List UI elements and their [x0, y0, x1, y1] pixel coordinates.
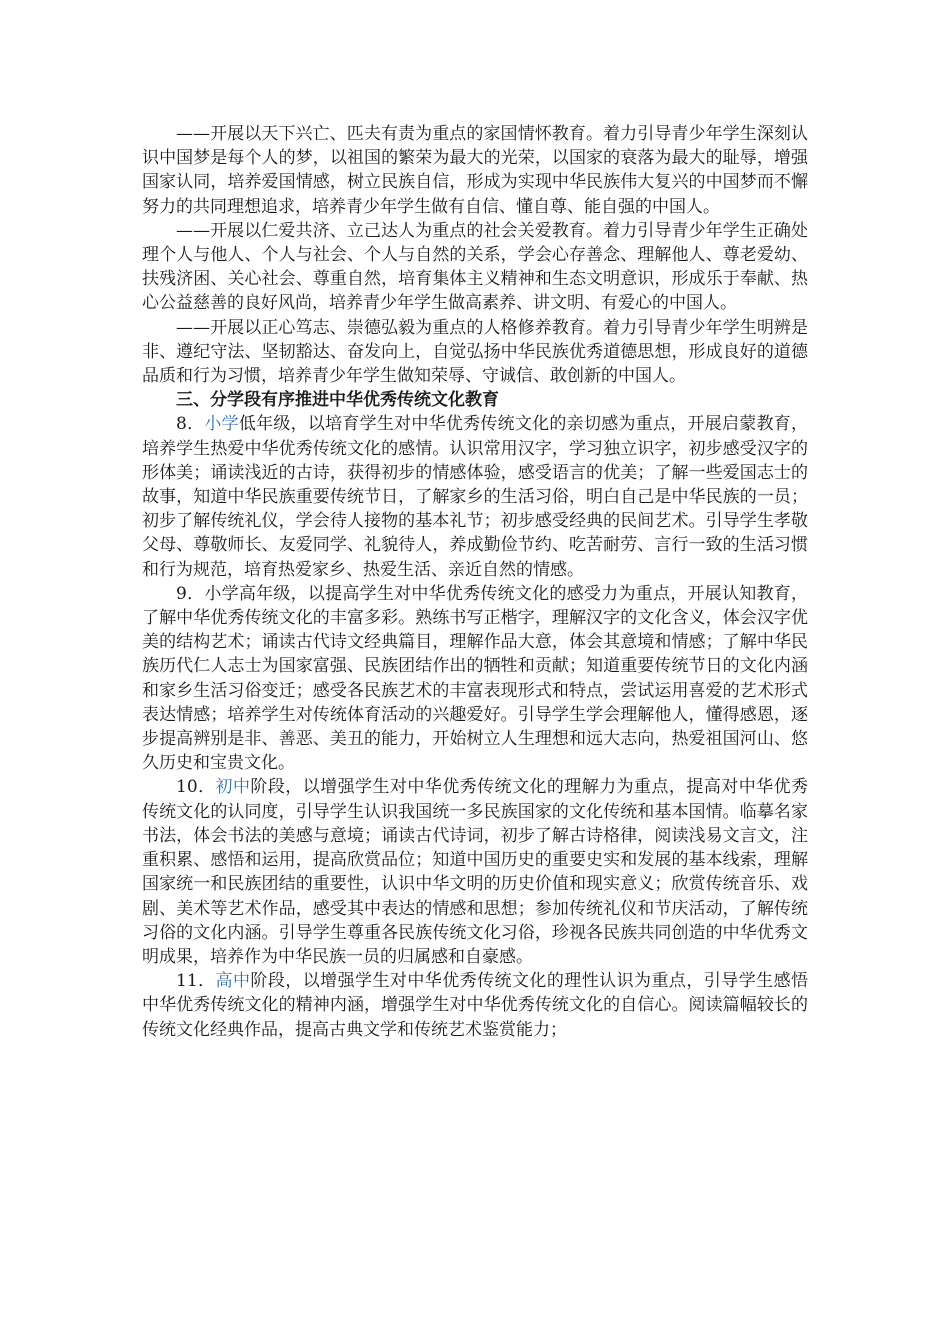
paragraph-primary-upper-grades — [142, 582, 808, 776]
paragraph-senior-high — [142, 969, 808, 1042]
link-primary-school[interactable]: 小学 — [204, 414, 239, 435]
item-number: 11． — [176, 971, 216, 992]
section-heading — [142, 388, 808, 412]
paragraph-social-care-education — [142, 219, 808, 316]
paragraph-junior-high — [142, 775, 808, 969]
paragraph-text: 阶段，以增强学生对中华优秀传统文化的理性认识为重点，引导学生感悟中华优秀传统文化的精神内涵，增强学生对中华优秀传统文化的自信心。阅读篇幅较长的传统文化经典作品，提高古典文学和传统艺术鉴赏能力； — [142, 971, 809, 1040]
paragraph-text: 阶段，以增强学生对中华优秀传统文化的理解力为重点，提高对中华优秀传统文化的认同度，引导学生认识我国统一多民族国家的文化传统和基本国情。临摹名家书法，体会书法的美感与意境；诵读古代诗词，初步了解古诗格律，阅读浅易文言文，注重积累、感悟和运用，提高欣赏品位；知道中国历史的重要史实和发展的基本线索，理解国家统一和民族团结的重要性，认识中华文明的历史价值和现实意义；欣赏传统音乐、戏剧、美术等艺术作品，感受其中表达的情感和思想；参加传统礼仪和节庆活动，了解传统习俗的文化内涵。引导学生尊重各民族传统文化习俗，珍视各民族共同创造的中华优秀文明成果，培养作为中华民族一员的归属感和自豪感。 — [142, 777, 809, 967]
paragraph-primary-lower-grades — [142, 412, 808, 581]
paragraph-text: 低年级，以培育学生对中华优秀传统文化的亲切感为重点，开展启蒙教育，培养学生热爱中华优秀传统文化的感情。认识常用汉字，学习独立识字，初步感受汉字的形体美；诵读浅近的古诗，获得初步的情感体验，感受语言的优美；了解一些爱国志士的故事，知道中华民族重要传统节日，了解家乡的生活习俗，明白自己是中华民族的一员；初步了解传统礼仪，学会待人接物的基本礼节；初步感受经典的民间艺术。引导学生孝敬父母、尊敬师长、友爱同学、礼貌待人，养成勤俭节约、吃苦耐劳、言行一致的生活习惯和行为规范，培育热爱家乡、热爱生活、亲近自然的情感。 — [142, 414, 808, 580]
item-number: 8． — [176, 414, 205, 435]
link-junior-high[interactable]: 初中 — [215, 777, 251, 798]
item-number: 10． — [176, 777, 216, 798]
paragraph-text: ——开展以正心笃志、崇德弘毅为重点的人格修养教育。着力引导青少年学生明辨是非、遵纪守法、坚韧豁达、奋发向上，自觉弘扬中华民族优秀道德思想，形成良好的道德品质和行为习惯，培养青少年学生做知荣辱、守诚信、敢创新的中国人。 — [142, 317, 808, 387]
paragraph-personality-education — [142, 316, 808, 389]
paragraph-text: 9．小学高年级，以提高学生对中华优秀传统文化的感受力为重点，开展认知教育，了解中华优秀传统文化的丰富多彩。熟练书写正楷字，理解汉字的文化含义，体会汉字优美的结构艺术；诵读古代诗文经典篇目，理解作品大意，体会其意境和情感；了解中华民族历代仁人志士为国家富强、民族团结作出的牺牲和贡献；知道重要传统节日的文化内涵和家乡生活习俗变迁；感受各民族艺术的丰富表现形式和特点，尝试运用喜爱的艺术形式表达情感；培养学生对传统体育活动的兴趣爱好。引导学生学会理解他人，懂得感恩，逐步提高辨别是非、善恶、美丑的能力，开始树立人生理想和远大志向，热爱祖国河山、悠久历史和宝贵文化。 — [142, 583, 808, 774]
paragraph-text: ——开展以仁爱共济、立己达人为重点的社会关爱教育。着力引导青少年学生正确处理个人与他人、个人与社会、个人与自然的关系，学会心存善念、理解他人、尊老爱幼、扶残济困、关心社会、尊重自然，培育集体主义精神和生态文明意识，形成乐于奉献、热心公益慈善的良好风尚，培养青少年学生做高素养、讲文明、有爱心的中国人。 — [142, 220, 808, 314]
document-page — [142, 122, 808, 1042]
section-heading-text: 三、分学段有序推进中华优秀传统文化教育 — [176, 390, 499, 411]
paragraph-text: ——开展以天下兴亡、匹夫有责为重点的家国情怀教育。着力引导青少年学生深刻认识中国梦是每个人的梦，以祖国的繁荣为最大的光荣，以国家的衰落为最大的耻辱，增强国家认同，培养爱国情感，树立民族自信，形成为实现中华民族伟大复兴的中国梦而不懈努力的共同理想追求，培养青少年学生做有自信、懂自尊、能自强的中国人。 — [142, 124, 808, 217]
paragraph-family-country-education — [142, 122, 808, 219]
link-senior-high[interactable]: 高中 — [215, 971, 251, 992]
